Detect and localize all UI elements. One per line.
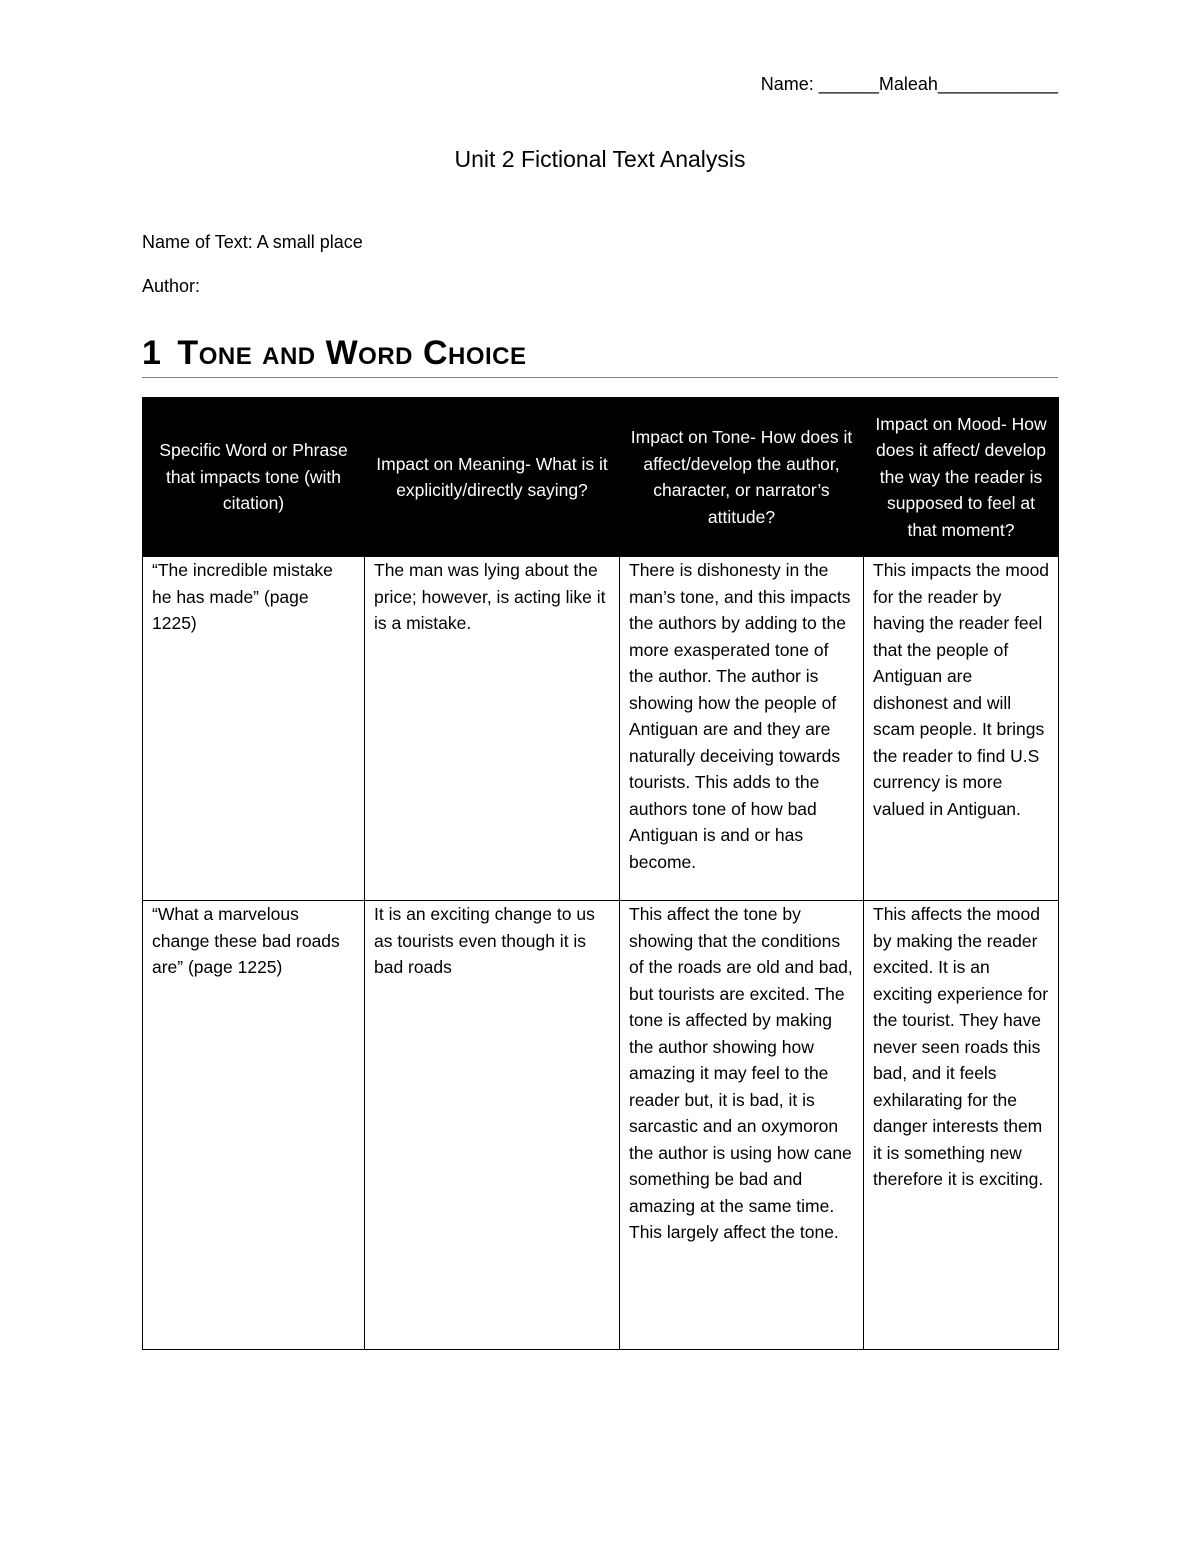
cell-meaning: The man was lying about the price; however, is acting like it is a mistake. — [365, 557, 620, 901]
analysis-table — [142, 397, 1059, 1350]
cell-tone: There is dishonesty in the man’s tone, and this impacts the authors by adding to the more exasperated tone of the author. The author is showing how the people of Antiguan are and they are naturally deceiving towards tourists. This adds to the authors tone of how bad Antiguan is and or has become. — [620, 557, 864, 901]
author-field: Author: — [142, 276, 201, 296]
section-number: 1 — [142, 334, 162, 372]
section-title: Tone and Word Choice — [177, 334, 527, 372]
table-row — [143, 901, 1059, 1350]
cell-meaning: It is an exciting change to us as tourists even though it is bad roads — [365, 901, 620, 1350]
cell-tone: This affect the tone by showing that the conditions of the roads are old and bad, but tourists are excited. The tone is affected by making the author showing how amazing it may feel to the reader but, it is bad, it is sarcastic and an oxymoron the author is using how cane something be bad and amazing at the same time. This largely affect the tone. — [620, 901, 864, 1350]
document-title: Unit 2 Fictional Text Analysis — [454, 146, 746, 172]
header-impact-meaning: Impact on Meaning- What is it explicitly/directly saying? — [365, 398, 620, 557]
cell-mood: This impacts the mood for the reader by having the reader feel that the people of Antiguan are dishonest and will scam people. It brings the reader to find U.S currency is more valued in Antiguan. — [864, 557, 1059, 901]
header-specific-word: Specific Word or Phrase that impacts tone (with citation) — [143, 398, 365, 557]
student-name-line: Name: ______Maleah____________ — [760, 74, 1058, 94]
cell-word: “The incredible mistake he has made” (page 1225) — [143, 557, 365, 901]
table-row — [143, 557, 1059, 901]
cell-mood: This affects the mood by making the reader excited. It is an exciting experience for the tourist. They have never seen roads this bad, and it feels exhilarating for the danger interests them it is something new therefore it is exciting. — [864, 901, 1059, 1350]
text-name-field: Name of Text: A small place — [142, 232, 363, 252]
cell-word: “What a marvelous change these bad roads are” (page 1225) — [143, 901, 365, 1350]
header-impact-tone: Impact on Tone- How does it affect/develop the author, character, or narrator’s attitude? — [620, 398, 864, 557]
table-header-row — [143, 398, 1059, 557]
header-impact-mood: Impact on Mood- How does it affect/ develop the way the reader is supposed to feel at that moment? — [864, 398, 1059, 557]
section-heading — [142, 334, 1058, 378]
